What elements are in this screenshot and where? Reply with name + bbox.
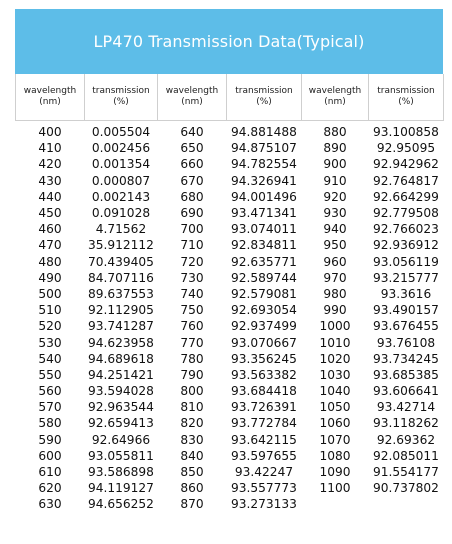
wavelength-cell: 810 xyxy=(180,400,204,415)
transmission-cell: 0.002143 xyxy=(91,189,151,204)
wavelength-cell: 820 xyxy=(180,416,204,431)
table-row xyxy=(16,270,444,286)
transmission-cell: 93.3616 xyxy=(380,286,432,301)
transmission-cell: 94.119127 xyxy=(88,481,154,496)
wavelength-cell: 1050 xyxy=(319,400,351,415)
wavelength-cell: 590 xyxy=(38,432,62,447)
wavelength-cell: 840 xyxy=(180,448,204,463)
wavelength-cell: 1080 xyxy=(319,448,351,463)
transmission-cell: 0.005504 xyxy=(91,125,151,140)
transmission-cell: 93.594028 xyxy=(88,384,154,399)
table-row xyxy=(16,286,444,302)
wavelength-cell: 430 xyxy=(38,173,62,188)
table-row xyxy=(16,121,444,141)
transmission-cell: 70.439405 xyxy=(88,254,154,269)
wavelength-cell: 570 xyxy=(38,400,62,415)
header-transmission-3: transmission (%) xyxy=(369,74,444,121)
wavelength-cell: 790 xyxy=(180,367,204,382)
transmission-cell: 4.71562 xyxy=(95,222,147,237)
wavelength-cell: 990 xyxy=(323,303,347,318)
transmission-cell: 93.074011 xyxy=(231,222,297,237)
wavelength-cell: 970 xyxy=(323,270,347,285)
transmission-cell: 92.579081 xyxy=(231,286,297,301)
transmission-cell: 92.635771 xyxy=(231,254,297,269)
transmission-cell xyxy=(369,496,444,512)
transmission-cell: 93.070667 xyxy=(231,335,297,350)
wavelength-cell: 540 xyxy=(38,351,62,366)
header-transmission-1: transmission (%) xyxy=(85,74,158,121)
transmission-cell: 93.676455 xyxy=(373,319,439,334)
transmission-cell: 93.490157 xyxy=(373,303,439,318)
wavelength-cell: 860 xyxy=(180,481,204,496)
transmission-cell: 93.597655 xyxy=(231,448,297,463)
wavelength-cell: 520 xyxy=(38,319,62,334)
transmission-cell: 93.471341 xyxy=(231,206,297,221)
wavelength-cell: 1060 xyxy=(319,416,351,431)
wavelength-cell: 620 xyxy=(38,481,62,496)
transmission-cell: 93.586898 xyxy=(88,465,154,480)
wavelength-cell: 1030 xyxy=(319,367,351,382)
transmission-cell: 91.554177 xyxy=(373,465,439,480)
transmission-cell: 92.936912 xyxy=(373,238,439,253)
wavelength-cell: 600 xyxy=(38,448,62,463)
transmission-cell: 94.251421 xyxy=(88,367,154,382)
wavelength-cell: 690 xyxy=(180,206,204,221)
transmission-cell: 92.693054 xyxy=(231,303,297,318)
transmission-cell: 89.637553 xyxy=(88,286,154,301)
wavelength-cell: 460 xyxy=(38,222,62,237)
transmission-cell: 93.118262 xyxy=(373,416,439,431)
transmission-cell: 93.273133 xyxy=(231,497,297,512)
transmission-cell: 92.779508 xyxy=(373,206,439,221)
table-row xyxy=(16,432,444,448)
transmission-cell: 93.642115 xyxy=(231,432,297,447)
wavelength-cell: 1040 xyxy=(319,384,351,399)
wavelength-cell: 650 xyxy=(180,141,204,156)
wavelength-cell: 1070 xyxy=(319,432,351,447)
transmission-cell: 94.689618 xyxy=(88,351,154,366)
transmission-cell: 92.589744 xyxy=(231,270,297,285)
transmission-cell: 93.563382 xyxy=(231,367,297,382)
table-row xyxy=(16,367,444,383)
wavelength-cell: 930 xyxy=(323,206,347,221)
transmission-cell: 92.659413 xyxy=(88,416,154,431)
transmission-cell: 93.741287 xyxy=(88,319,154,334)
wavelength-cell: 890 xyxy=(323,141,347,156)
wavelength-cell: 490 xyxy=(38,270,62,285)
wavelength-cell: 440 xyxy=(38,189,62,204)
transmission-cell: 94.875107 xyxy=(231,141,297,156)
wavelength-cell: 800 xyxy=(180,384,204,399)
wavelength-cell: 960 xyxy=(323,254,347,269)
table-row xyxy=(16,221,444,237)
wavelength-cell: 780 xyxy=(180,351,204,366)
transmission-cell: 0.002456 xyxy=(91,141,151,156)
transmission-data-sheet xyxy=(15,9,443,513)
wavelength-cell: 450 xyxy=(38,206,62,221)
transmission-cell: 92.95095 xyxy=(376,141,436,156)
transmission-cell: 92.664299 xyxy=(373,189,439,204)
transmission-cell: 92.69362 xyxy=(376,432,436,447)
transmission-cell: 92.963544 xyxy=(88,400,154,415)
wavelength-cell: 1100 xyxy=(319,481,351,496)
transmission-cell: 93.356245 xyxy=(231,351,297,366)
wavelength-cell: 950 xyxy=(323,238,347,253)
table-row xyxy=(16,156,444,172)
wavelength-cell: 910 xyxy=(323,173,347,188)
table-row xyxy=(16,480,444,496)
transmission-cell: 93.100858 xyxy=(373,125,439,140)
table-row xyxy=(16,205,444,221)
transmission-cell: 93.684418 xyxy=(231,384,297,399)
wavelength-cell: 480 xyxy=(38,254,62,269)
wavelength-cell: 980 xyxy=(323,286,347,301)
transmission-cell: 94.623958 xyxy=(88,335,154,350)
table-row xyxy=(16,448,444,464)
transmission-cell: 94.326941 xyxy=(231,173,297,188)
transmission-cell: 0.091028 xyxy=(91,206,151,221)
transmission-cell: 92.834811 xyxy=(231,238,297,253)
transmission-cell: 93.606641 xyxy=(373,384,439,399)
wavelength-cell: 830 xyxy=(180,432,204,447)
wavelength-cell: 630 xyxy=(38,497,62,512)
wavelength-cell: 750 xyxy=(180,303,204,318)
transmission-cell: 92.085011 xyxy=(373,448,439,463)
transmission-cell: 92.64966 xyxy=(91,432,151,447)
transmission-cell: 92.942962 xyxy=(373,157,439,172)
transmission-cell: 94.782554 xyxy=(231,157,297,172)
table-row xyxy=(16,334,444,350)
transmission-cell: 0.000807 xyxy=(91,173,151,188)
table-row xyxy=(16,140,444,156)
transmission-cell: 92.764817 xyxy=(373,173,439,188)
wavelength-cell: 710 xyxy=(180,238,204,253)
transmission-cell: 93.055811 xyxy=(88,448,154,463)
table-row xyxy=(16,189,444,205)
transmission-cell: 93.215777 xyxy=(373,270,439,285)
wavelength-cell: 1090 xyxy=(319,465,351,480)
transmission-cell: 35.912112 xyxy=(88,238,154,253)
transmission-cell: 0.001354 xyxy=(91,157,151,172)
header-wavelength-3: wavelength (nm) xyxy=(302,74,369,121)
transmission-cell: 92.766023 xyxy=(373,222,439,237)
wavelength-cell: 550 xyxy=(38,367,62,382)
table-row xyxy=(16,496,444,512)
wavelength-cell: 660 xyxy=(180,157,204,172)
wavelength-cell: 410 xyxy=(38,141,62,156)
table-row xyxy=(16,254,444,270)
table-row xyxy=(16,173,444,189)
wavelength-cell xyxy=(302,496,369,512)
wavelength-cell: 720 xyxy=(180,254,204,269)
wavelength-cell: 880 xyxy=(323,125,347,140)
table-row xyxy=(16,399,444,415)
wavelength-cell: 420 xyxy=(38,157,62,172)
table-body xyxy=(16,121,444,513)
wavelength-cell: 680 xyxy=(180,189,204,204)
table-row xyxy=(16,383,444,399)
wavelength-cell: 740 xyxy=(180,286,204,301)
wavelength-cell: 580 xyxy=(38,416,62,431)
wavelength-cell: 640 xyxy=(180,125,204,140)
wavelength-cell: 770 xyxy=(180,335,204,350)
transmission-cell: 94.881488 xyxy=(231,125,297,140)
table-row xyxy=(16,351,444,367)
transmission-cell: 90.737802 xyxy=(373,481,439,496)
wavelength-cell: 900 xyxy=(323,157,347,172)
wavelength-cell: 760 xyxy=(180,319,204,334)
transmission-cell: 84.707116 xyxy=(88,270,154,285)
transmission-cell: 93.685385 xyxy=(373,367,439,382)
header-wavelength-2: wavelength (nm) xyxy=(158,74,227,121)
wavelength-cell: 920 xyxy=(323,189,347,204)
transmission-cell: 93.734245 xyxy=(373,351,439,366)
wavelength-cell: 730 xyxy=(180,270,204,285)
transmission-table xyxy=(15,74,444,513)
transmission-cell: 93.772784 xyxy=(231,416,297,431)
transmission-cell: 93.726391 xyxy=(231,400,297,415)
transmission-cell: 94.656252 xyxy=(88,497,154,512)
table-row xyxy=(16,318,444,334)
table-row xyxy=(16,237,444,253)
table-row xyxy=(16,415,444,431)
wavelength-cell: 510 xyxy=(38,303,62,318)
wavelength-cell: 700 xyxy=(180,222,204,237)
wavelength-cell: 610 xyxy=(38,465,62,480)
transmission-cell: 93.557773 xyxy=(231,481,297,496)
wavelength-cell: 1010 xyxy=(319,335,351,350)
table-title: LP470 Transmission Data(Typical) xyxy=(15,9,443,74)
transmission-cell: 93.76108 xyxy=(376,335,436,350)
wavelength-cell: 670 xyxy=(180,173,204,188)
transmission-cell: 92.937499 xyxy=(231,319,297,334)
transmission-cell: 93.42247 xyxy=(234,465,294,480)
wavelength-cell: 940 xyxy=(323,222,347,237)
wavelength-cell: 1020 xyxy=(319,351,351,366)
wavelength-cell: 870 xyxy=(180,497,204,512)
wavelength-cell: 560 xyxy=(38,384,62,399)
table-row xyxy=(16,464,444,480)
table-row xyxy=(16,302,444,318)
wavelength-cell: 500 xyxy=(38,286,62,301)
wavelength-cell: 850 xyxy=(180,465,204,480)
transmission-cell: 93.42714 xyxy=(376,400,436,415)
wavelength-cell: 400 xyxy=(38,125,62,140)
wavelength-cell: 1000 xyxy=(319,319,351,334)
transmission-cell: 94.001496 xyxy=(231,189,297,204)
transmission-cell: 92.112905 xyxy=(88,303,154,318)
transmission-cell: 93.056119 xyxy=(373,254,439,269)
header-transmission-2: transmission (%) xyxy=(227,74,302,121)
wavelength-cell: 530 xyxy=(38,335,62,350)
header-wavelength-1: wavelength (nm) xyxy=(16,74,85,121)
wavelength-cell: 470 xyxy=(38,238,62,253)
header-row xyxy=(16,74,444,121)
